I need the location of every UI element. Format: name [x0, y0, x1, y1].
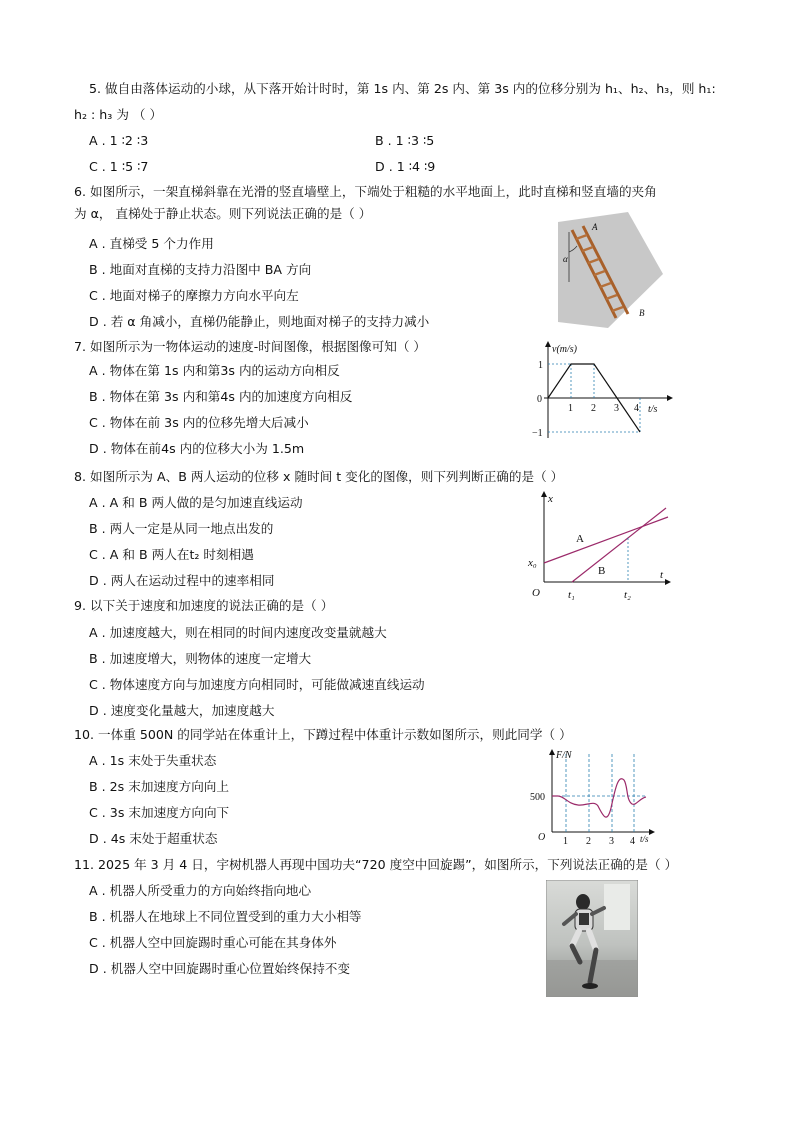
q7-xtick-2: 2 — [591, 403, 596, 414]
q10-guides — [552, 754, 646, 832]
window-light — [604, 884, 630, 930]
q7-xtick-3: 3 — [614, 403, 619, 414]
q11-option-d: D . 机器人空中回旋踢时重心位置始终保持不变 — [89, 961, 350, 976]
q7-option-d: D . 物体在前4s 内的位移大小为 1.5m — [89, 441, 305, 456]
q10-ylabel: F/N — [556, 750, 572, 761]
q8-option-b: B . 两人一定是从同一地点出发的 — [89, 521, 274, 536]
q8-t2-label: t₂ — [624, 589, 631, 601]
q8-origin-label: O — [532, 587, 540, 599]
q8-option-d: D . 两人在运动过程中的速率相同 — [89, 573, 275, 588]
q11-robot-photo — [546, 880, 638, 997]
q6-option-a: A . 直梯受 5 个力作用 — [89, 236, 214, 251]
q7-option-a: A . 物体在第 1s 内和第3s 内的运动方向相反 — [89, 363, 340, 378]
q9-option-a: A . 加速度越大，则在相同的时间内速度改变量就越大 — [89, 625, 387, 640]
q8-stem-line1: 8. 如图所示为 A、B 两人运动的位移 x 随时间 t 变化的图像，则下列判断正确的是（ ） — [74, 469, 564, 484]
q8-line-a — [544, 517, 668, 563]
q10-xtick-2: 2 — [586, 836, 591, 844]
q10-option-d: D . 4s 末处于超重状态 — [89, 831, 218, 846]
q10-xtick-3: 3 — [609, 836, 614, 844]
q9-stem-line1: 9. 以下关于速度和加速度的说法正确的是（ ） — [74, 598, 334, 613]
q8-label-a: A — [576, 533, 584, 545]
q10-xtick-1: 1 — [563, 836, 568, 844]
q6-stem-line1: 6. 如图所示，一架直梯斜靠在光滑的竖直墙壁上，下端处于粗糙的水平地面上，此时直梯和竖直墙的夹角 — [74, 184, 657, 199]
q10-xtick-4: 4 — [630, 836, 635, 844]
alpha-label: α — [563, 254, 568, 264]
q7-ytick-1: 1 — [538, 360, 543, 371]
q8-option-a: A . A 和 B 两人做的是匀加速直线运动 — [89, 495, 303, 510]
q6-option-b: B . 地面对直梯的支持力沿图中 BA 方向 — [89, 262, 312, 277]
q6-option-d: D . 若 α 角减小，直梯仍能静止，则地面对梯子的支持力减小 — [89, 314, 430, 329]
point-a-label: A — [592, 222, 598, 232]
q9-option-b: B . 加速度增大，则物体的速度一定增大 — [89, 651, 312, 666]
point-b-label: B — [639, 308, 645, 318]
q10-option-a: A . 1s 末处于失重状态 — [89, 753, 217, 768]
q11-stem-line1: 11. 2025 年 3 月 4 日，宇树机器人再现中国功夫“720 度空中回旋踢”，如图所示，下列说法正确的是（ ） — [74, 857, 678, 872]
q8-label-b: B — [598, 565, 606, 577]
q10-xlabel: t/s — [640, 834, 649, 844]
q11-option-a: A . 机器人所受重力的方向始终指向地心 — [89, 883, 312, 898]
q7-xlabel: t/s — [648, 404, 658, 415]
q8-xlabel: t — [660, 569, 664, 581]
q10-ft-chart — [528, 748, 658, 844]
q5-stem-line2: h₂ : h₃ 为 （ ） — [74, 107, 163, 122]
q7-ytick-neg1: −1 — [532, 428, 543, 439]
q11-option-c: C . 机器人空中回旋踢时重心可能在其身体外 — [89, 935, 337, 950]
q8-ylabel: x — [548, 493, 553, 505]
q8-option-c: C . A 和 B 两人在t₂ 时刻相遇 — [89, 547, 254, 562]
q11-option-b: B . 机器人在地球上不同位置受到的重力大小相等 — [89, 909, 362, 924]
q7-option-c: C . 物体在前 3s 内的位移先增大后减小 — [89, 415, 309, 430]
q6-ladder-figure — [548, 212, 668, 328]
wall-plane — [558, 212, 663, 328]
q6-option-c: C . 地面对梯子的摩擦力方向水平向左 — [89, 288, 299, 303]
q7-origin-label: 0 — [537, 394, 542, 405]
q10-option-b: B . 2s 末加速度方向向上 — [89, 779, 229, 794]
q5-option-c: C . 1 ∶5 ∶7 — [89, 159, 149, 174]
q5-option-a: A . 1 ∶2 ∶3 — [89, 133, 149, 148]
q5-option-d: D . 1 ∶4 ∶9 — [375, 159, 436, 174]
q8-line-b — [572, 508, 666, 582]
q7-stem-line1: 7. 如图所示为一物体运动的速度-时间图像，根据图像可知（ ） — [74, 339, 427, 354]
q9-option-c: C . 物体速度方向与加速度方向相同时，可能做减速直线运动 — [89, 677, 425, 692]
q7-option-b: B . 物体在第 3s 内和第4s 内的加速度方向相反 — [89, 389, 353, 404]
q7-vt-chart — [530, 338, 678, 444]
q7-xtick-4: 4 — [634, 403, 639, 414]
q7-ylabel: v(m/s) — [552, 344, 577, 355]
q8-t1-label: t₁ — [568, 589, 575, 601]
q7-xtick-1: 1 — [568, 403, 573, 414]
q8-xt-chart — [524, 490, 674, 602]
q10-option-c: C . 3s 末加速度方向向下 — [89, 805, 230, 820]
q8-x0-label: x₀ — [528, 557, 537, 569]
q9-option-d: D . 速度变化量越大，加速度越大 — [89, 703, 275, 718]
q10-origin-label: O — [538, 832, 546, 843]
q10-y500-label: 500 — [530, 792, 545, 803]
q10-stem-line1: 10. 一体重 500N 的同学站在体重计上，下蹲过程中体重计示数如图所示，则此同学（ ） — [74, 727, 572, 742]
q5-option-b: B . 1 ∶3 ∶5 — [375, 133, 435, 148]
q6-stem-line2: 为 α， 直梯处于静止状态。则下列说法正确的是（ ） — [74, 206, 372, 221]
q5-stem-line1: 5. 做自由落体运动的小球，从下落开始计时时，第 1s 内、第 2s 内、第 3s 内的位移分别为 h₁、h₂、h₃，则 h₁: — [89, 81, 716, 96]
